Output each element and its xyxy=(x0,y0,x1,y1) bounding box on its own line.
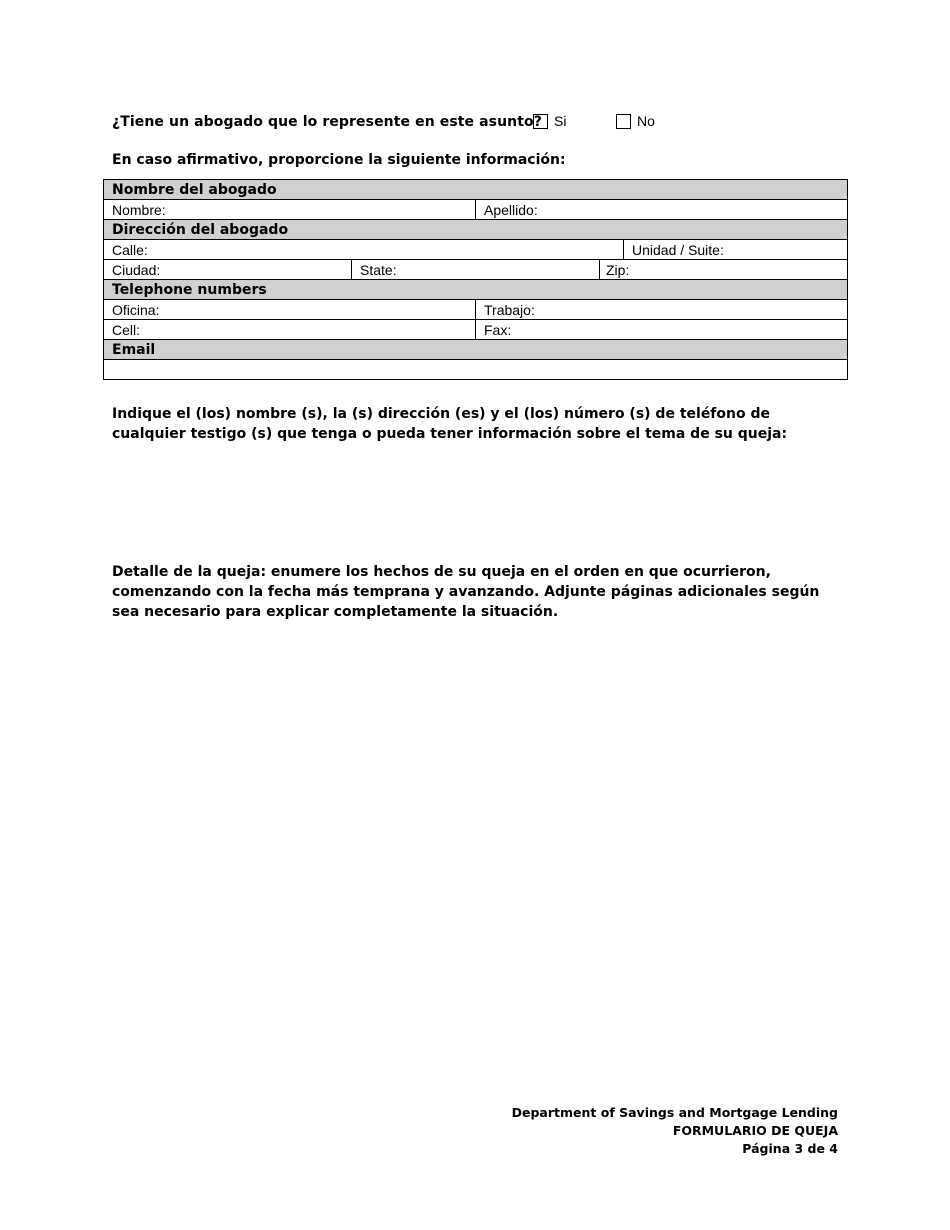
footer-form-name: FORMULARIO DE QUEJA xyxy=(672,1123,838,1138)
office-phone-field[interactable]: Oficina: xyxy=(104,300,476,320)
work-phone-field[interactable]: Trabajo: xyxy=(476,300,848,320)
footer-page-number: Página 3 de 4 xyxy=(742,1141,838,1156)
cell-phone-field[interactable]: Cell: xyxy=(104,320,476,340)
page-footer xyxy=(512,1104,838,1158)
attorney-yes-option[interactable] xyxy=(533,113,566,129)
attorney-yes-label: Si xyxy=(554,113,567,129)
attorney-address-header: Dirección del abogado xyxy=(104,220,848,240)
attorney-question-text: ¿Tiene un abogado que lo represente en este asunto? xyxy=(112,114,542,130)
street-field[interactable]: Calle: xyxy=(104,240,624,260)
zip-field[interactable]: Zip: xyxy=(600,260,848,280)
attorney-no-label: No xyxy=(637,113,655,129)
attorney-yes-checkbox[interactable] xyxy=(533,114,548,129)
telephone-header: Telephone numbers xyxy=(104,280,848,300)
city-field[interactable]: Ciudad: xyxy=(104,260,352,280)
first-name-field[interactable]: Nombre: xyxy=(104,200,476,220)
fax-field[interactable]: Fax: xyxy=(476,320,848,340)
unit-suite-field[interactable]: Unidad / Suite: xyxy=(624,240,848,260)
state-field[interactable]: State: xyxy=(352,260,600,280)
last-name-field[interactable]: Apellido: xyxy=(476,200,848,220)
footer-department: Department of Savings and Mortgage Lending xyxy=(511,1105,838,1120)
email-field[interactable] xyxy=(104,360,848,380)
intro-text: En caso afirmativo, proporcione la siguiente información: xyxy=(112,152,566,168)
attorney-no-option[interactable] xyxy=(616,113,655,129)
witness-instructions: Indique el (los) nombre (s), la (s) dirección (es) y el (los) número (s) de teléfono de cualquier testigo (s) que tenga o pueda tener información sobre el tema de su queja: xyxy=(112,406,788,442)
attorney-info-table xyxy=(103,179,848,380)
attorney-question xyxy=(112,112,542,132)
email-header: Email xyxy=(104,340,848,360)
attorney-no-checkbox[interactable] xyxy=(616,114,631,129)
complaint-detail-instructions: Detalle de la queja: enumere los hechos de su queja en el orden en que ocurrieron, comenzando con la fecha más temprana y avanzando. Adjunte páginas adicionales según sea necesario para explicar completamente la situación. xyxy=(112,564,820,620)
attorney-name-header: Nombre del abogado xyxy=(104,180,848,200)
